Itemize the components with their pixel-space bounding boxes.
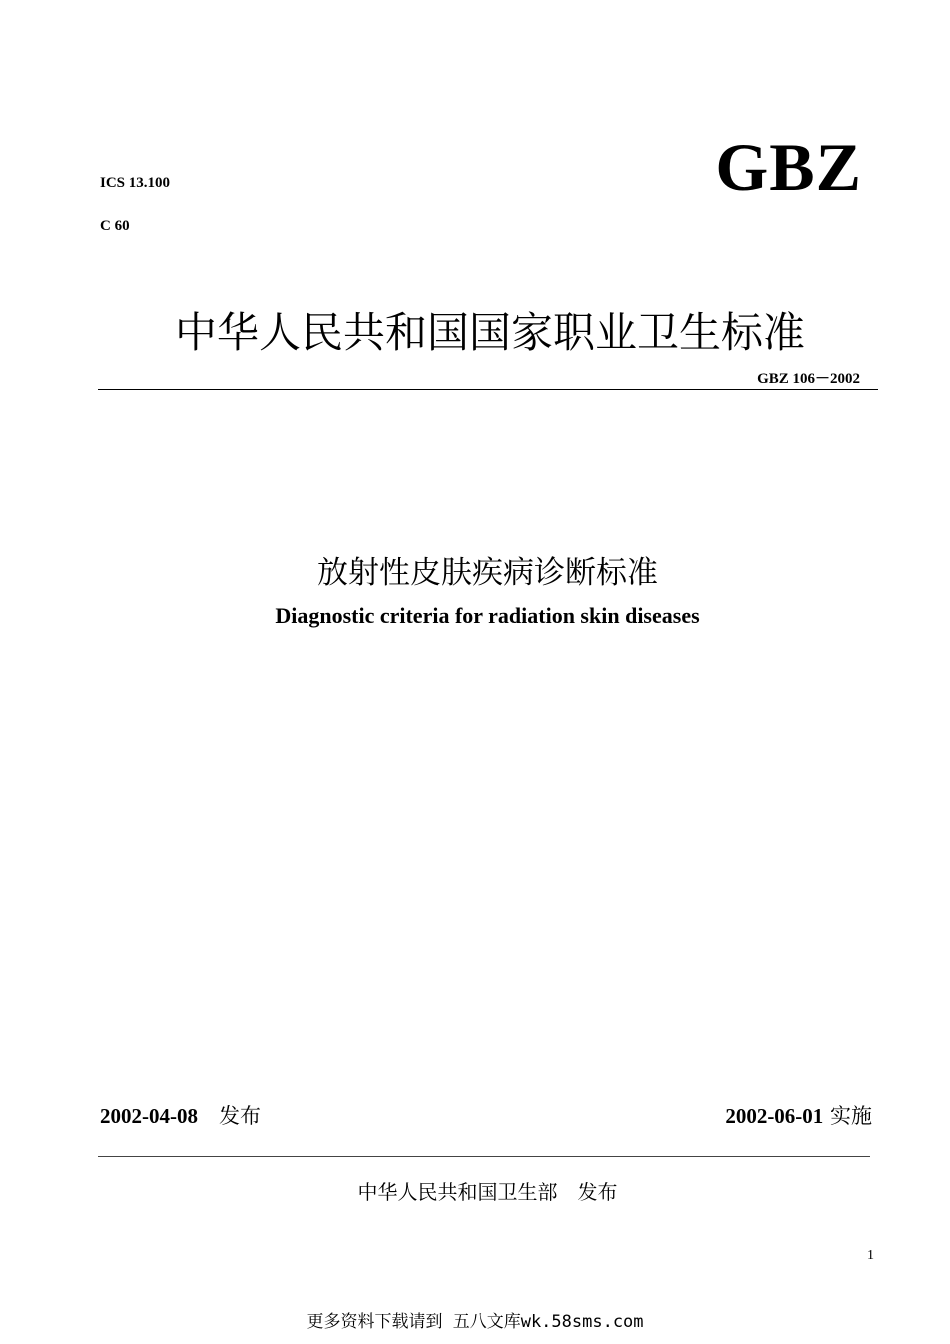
publisher: 中华人民共和国卫生部 发布 xyxy=(357,1180,618,1204)
footer-watermark: 更多资料下载请到 五八文库wk.58sms.com xyxy=(306,1312,644,1332)
ics-code: ICS 13.100 xyxy=(100,175,171,191)
standard-number: GBZ 106－2002 xyxy=(757,371,860,387)
issue-date: 2002-04-08 xyxy=(100,1104,198,1128)
document-title-english: Diagnostic criteria for radiation skin diseases xyxy=(275,603,700,628)
top-divider xyxy=(98,389,878,390)
national-standard-title: 中华人民共和国国家职业卫生标准 xyxy=(174,308,805,357)
issue-date-line xyxy=(100,1100,261,1130)
classification-code: C 60 xyxy=(100,218,130,234)
gbz-logo: GBZ xyxy=(715,129,862,205)
effective-label: 实施 xyxy=(830,1104,872,1128)
bottom-divider xyxy=(98,1156,870,1157)
effective-date: 2002-06-01 xyxy=(725,1104,824,1128)
issue-label: 发布 xyxy=(219,1104,261,1128)
effective-date-line xyxy=(725,1100,872,1130)
document-title-chinese: 放射性皮肤疾病诊断标准 xyxy=(317,555,658,591)
page-number: 1 xyxy=(867,1248,874,1263)
